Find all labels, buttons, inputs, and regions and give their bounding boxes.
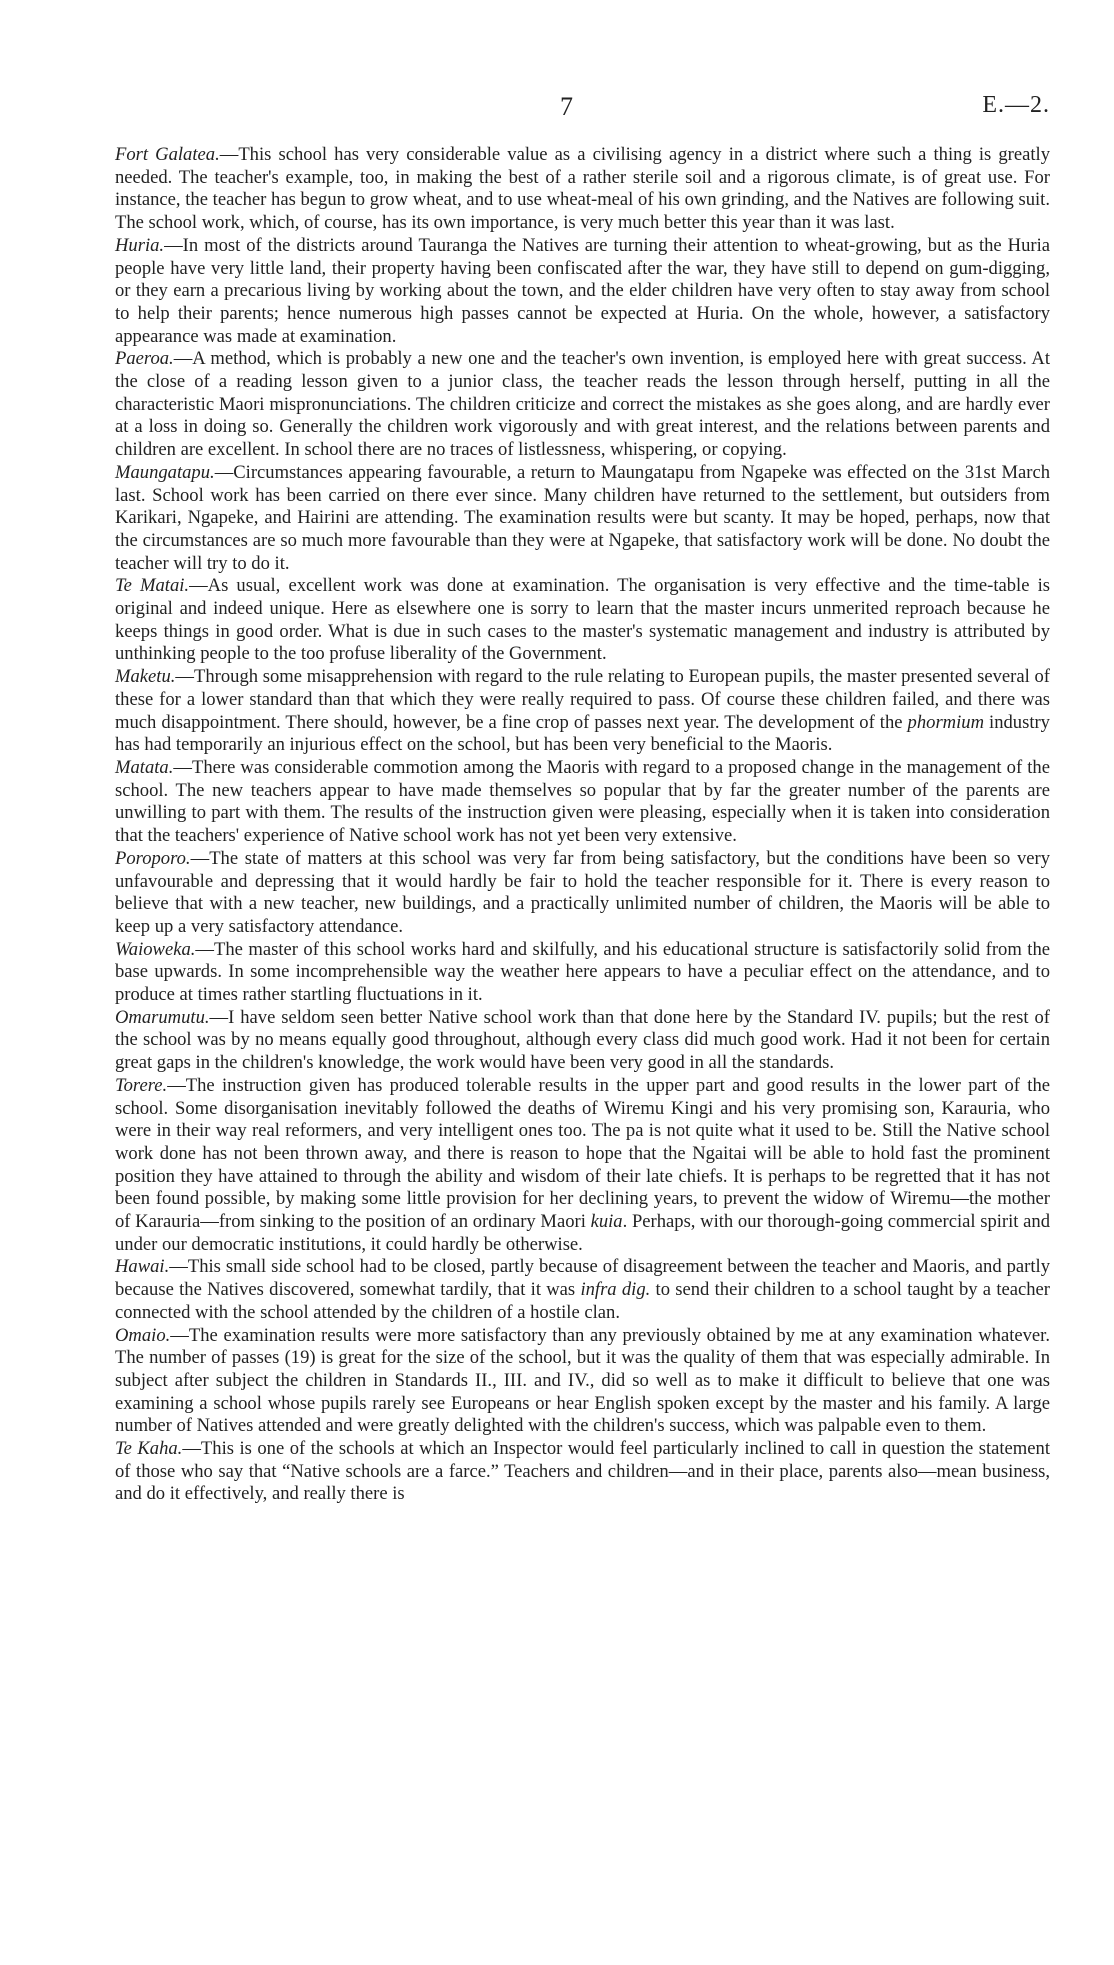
paragraph-text: —The state of matters at this school was very far from being satisfactory, but the conditions have been so very unfavourable and depressing that it would hardly be fair to hold the teacher responsible for it. There is every reason to believe that with a new teacher, new buildings, and a practically unlimited number of children, the Maoris will be able to keep up a very satisfactory attendance. — [115, 847, 1050, 937]
document-page — [115, 92, 1050, 1506]
school-heading: Omaio. — [115, 1324, 171, 1346]
paragraph-waioweka — [115, 939, 1050, 1007]
paragraph-text: —I have seldom seen better Native school work than that done here by the Standard IV. pupils; but the rest of the school was by no means equally good throughout, although every class did much good work. Had it not been for certain great gaps in the children's knowledge, the work would have been very good in all the standards. — [115, 1006, 1050, 1074]
paragraph-te-matai — [115, 575, 1050, 666]
school-heading: Huria. — [115, 234, 165, 256]
paragraph-text: —This is one of the schools at which an Inspector would feel particularly inclined to call in question the statement of those who say that “Native schools are a farce.” Teachers and children—and in their place, parents also—mean business, and do it effectively, and really there is — [115, 1438, 1050, 1505]
italic-term: phormium — [907, 711, 984, 733]
paragraph-text: —Through some misapprehension with regard to the rule relating to European pupils, the master presented several of these for a lower standard than that which they were really required to pass. Of course these children failed, and there was much disappointment. There should, however, be a fine crop of passes next year. The development of the — [115, 666, 1050, 733]
paragraph-text: —There was considerable commotion among the Maoris with regard to a proposed change in the management of the school. The new teachers appear to have made themselves so popular that by far the greater number of the parents are unwilling to part with them. The results of the instruction given were pleasing, especially when it is taken into consideration that the teachers' experience of Native school work has not yet been very extensive. — [115, 756, 1050, 847]
page-header — [115, 92, 1050, 132]
paragraph-paeroa — [115, 348, 1050, 462]
paragraph-text: —Circumstances appearing favourable, a return to Maungatapu from Ngapeke was effected on the 31st March last. School work has been carried on there ever since. Many children have returned to the settlement, but outsiders from Karikari, Ngapeke, and Hairini are attending. The examination results were but scanty. It may be hoped, perhaps, now that the circumstances are so much more favourable than they were at Ngapeke, that satisfactory work will be done. No doubt the teacher will try to do it. — [115, 461, 1050, 574]
school-heading: Te Matai. — [115, 575, 190, 597]
paragraph-hawai — [115, 1256, 1050, 1324]
paragraph-text: —This small side school had to be closed, partly because of disagreement between the teacher and Maoris, and partly because the Natives discovered, somewhat tardily, that it was — [115, 1256, 1050, 1301]
document-reference: E.—2. — [982, 92, 1050, 118]
paragraph-text: —The master of this school works hard and skilfully, and his educational structure is satisfactorily solid from the base upwards. In some incomprehensible way the weather here appears to have a peculiar effect on the attendance, and to produce at times rather startling fluctuations in it. — [115, 938, 1050, 1006]
paragraph-text: to send their children to a school taught by a teacher connected with the school attended by the children of a hostile clan. — [115, 1279, 1050, 1323]
school-heading: Omarumutu. — [115, 1006, 210, 1028]
body-text — [115, 144, 1050, 1506]
paragraph-te-kaha — [115, 1438, 1050, 1506]
school-heading: Matata. — [115, 756, 174, 778]
school-heading: Te Kaha. — [115, 1438, 183, 1460]
paragraph-text: —The examination results were more satisfactory than any previously obtained by me at any examination whatever. The number of passes (19) is great for the size of the school, but it was the quality of them that was especially admirable. In subject after subject the children in Standards II., III. and IV., did so well as to make it difficult to believe that one was examining a school whose pupils rarely see Europeans or hear English spoken except by the master and his family. A large number of Natives attended and were greatly delighted with the children's success, which was palpable even to them. — [115, 1324, 1050, 1437]
school-heading: Hawai. — [115, 1256, 170, 1278]
school-heading: Paeroa. — [115, 348, 174, 370]
paragraph-maketu — [115, 666, 1050, 757]
paragraph-text: industry has had temporarily an injurious effect on the school, but has been very beneficial to the Maoris. — [115, 711, 1050, 756]
paragraph-text: —A method, which is probably a new one and the teacher's own invention, is employed here with great success. At the close of a reading lesson given to a junior class, the teacher reads the lesson through herself, putting in all the characteristic Maori mispronunciations. The children criticize and correct the mistakes as she goes along, and are hardly ever at a loss in doing so. Generally the children work vigorously and with great interest, and the relations between parents and children are excellent. In school there are no traces of listlessness, whispering, or copying. — [115, 348, 1050, 461]
page-number: 7 — [560, 92, 573, 121]
paragraph-omarumutu — [115, 1007, 1050, 1075]
school-heading: Torere. — [115, 1074, 168, 1096]
school-heading: Poroporo. — [115, 847, 191, 869]
paragraph-text: —This school has very considerable value as a civilising agency in a district where such a thing is greatly needed. The teacher's example, too, in making the best of a rather sterile soil and a rigorous climate, is of great use. For instance, the teacher has begun to grow wheat, and to use wheat-meal of his own grinding, and the Natives are following suit. The school work, which, of course, has its own importance, is very much better this year than it was last. — [115, 144, 1050, 234]
school-heading: Maungatapu. — [115, 461, 215, 483]
paragraph-matata — [115, 757, 1050, 848]
italic-term: kuia — [590, 1211, 623, 1233]
paragraph-omaio — [115, 1325, 1050, 1439]
paragraph-torere — [115, 1075, 1050, 1257]
paragraph-huria — [115, 235, 1050, 349]
school-heading: Fort Galatea. — [115, 144, 220, 165]
paragraph-text: . Perhaps, with our thorough-going commercial spirit and under our democratic institutions, it could hardly be otherwise. — [115, 1211, 1050, 1255]
paragraph-text: —In most of the districts around Tauranga the Natives are turning their attention to wheat-growing, but as the Huria people have very little land, their property having been confiscated after the war, they have still to depend on gum-digging, or they earn a precarious living by working about the town, and the elder children have very often to stay away from school to help their parents; hence numerous high passes cannot be expected at Huria. On the whole, however, a satisfactory appearance was made at examination. — [115, 234, 1050, 347]
paragraph-text: —As usual, excellent work was done at examination. The organisation is very effective and the time-table is original and indeed unique. Here as elsewhere one is sorry to learn that the master incurs unmerited reproach because he keeps things in good order. What is due in such cases to the master's systematic management and industry is attributed by unthinking people to the too profuse liberality of the Government. — [115, 575, 1050, 665]
paragraph-fort-galatea — [115, 144, 1050, 235]
paragraph-text: —The instruction given has produced tolerable results in the upper part and good results in the lower part of the school. Some disorganisation inevitably followed the deaths of Wiremu Kingi and his very promising son, Karauria, who were in their way real reformers, and very intelligent ones too. The pa is not quite what it used to be. Still the Native school work done has not been thrown away, and there is reason to hope that the Ngaitai will be able to hold fast the prominent position they have attained to through the ability and wisdom of their late chiefs. It is perhaps to be regretted that it has not been found possible, by making some little provision for her declining years, to prevent the widow of Wiremu—the mother of Karauria—from sinking to the position of an ordinary Maori — [115, 1074, 1050, 1233]
paragraph-maungatapu — [115, 462, 1050, 576]
school-heading: Waioweka. — [115, 938, 196, 960]
italic-term: infra dig. — [580, 1279, 651, 1301]
paragraph-poroporo — [115, 848, 1050, 939]
school-heading: Maketu. — [115, 666, 176, 688]
